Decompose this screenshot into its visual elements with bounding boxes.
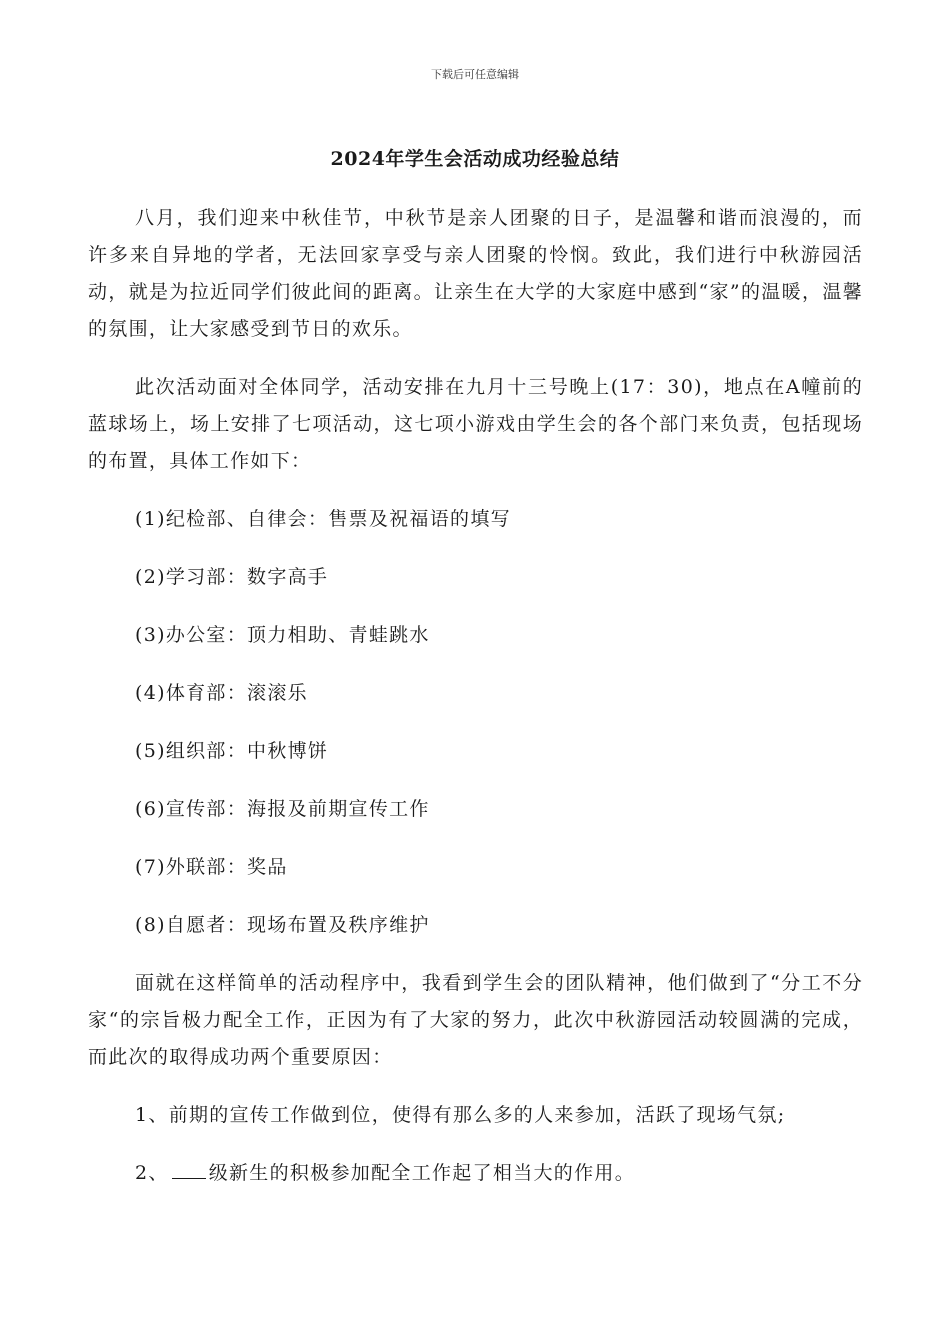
department-item: (7)外联部：奖品 [135,856,288,878]
document-body [88,200,863,1192]
reason-item-1: 1、前期的宣传工作做到位，使得有那么多的人来参加，活跃了现场气氛; [135,1104,786,1126]
reason-item-2 [88,1155,863,1192]
reason-2-suffix: 级新生的积极参加配全工作起了相当大的作用。 [208,1162,636,1184]
reason-2-prefix: 2、 [135,1162,169,1184]
department-item: (3)办公室：顶力相助、青蛙跳水 [135,624,430,646]
department-item: (1)纪检部、自律会：售票及祝福语的填写 [135,508,511,530]
department-item: (6)宣传部：海报及前期宣传工作 [135,798,430,820]
department-item: (5)组织部：中秋博饼 [135,740,329,762]
intro-paragraph: 此次活动面对全体同学，活动安排在九月十三号晚上(17：30)，地点在A幢前的蓝球场上，场上安排了七项活动，这七项小游戏由学生会的各个部门来负责，包括现场的布置，具体工作如下： [88,376,863,472]
department-item: (4)体育部：滚滚乐 [135,682,308,704]
intro-paragraph: 八月，我们迎来中秋佳节，中秋节是亲人团聚的日子，是温馨和谐而浪漫的，而许多来自异地的学者，无法回家享受与亲人团聚的怜悯。致此，我们进行中秋游园活动，就是为拉近同学们彼此间的距离。让亲生在大学的大家庭中感到“家”的温暖，温馨的氛围，让大家感受到节日的欢乐。 [88,207,863,340]
summary-paragraph: 面就在这样简单的活动程序中，我看到学生会的团队精神，他们做到了“分工不分家“的宗旨极力配全工作，正因为有了大家的努力，此次中秋游园活动较圆满的完成，而此次的取得成功两个重要原因： [88,972,863,1068]
header-note: 下载后可任意编辑 [431,68,519,81]
department-item: (2)学习部：数字高手 [135,566,329,588]
department-item: (8)自愿者：现场布置及秩序维护 [135,914,430,936]
department-list [88,501,863,944]
blank-line [172,1160,206,1179]
document-title: 2024年学生会活动成功经验总结 [330,148,620,170]
